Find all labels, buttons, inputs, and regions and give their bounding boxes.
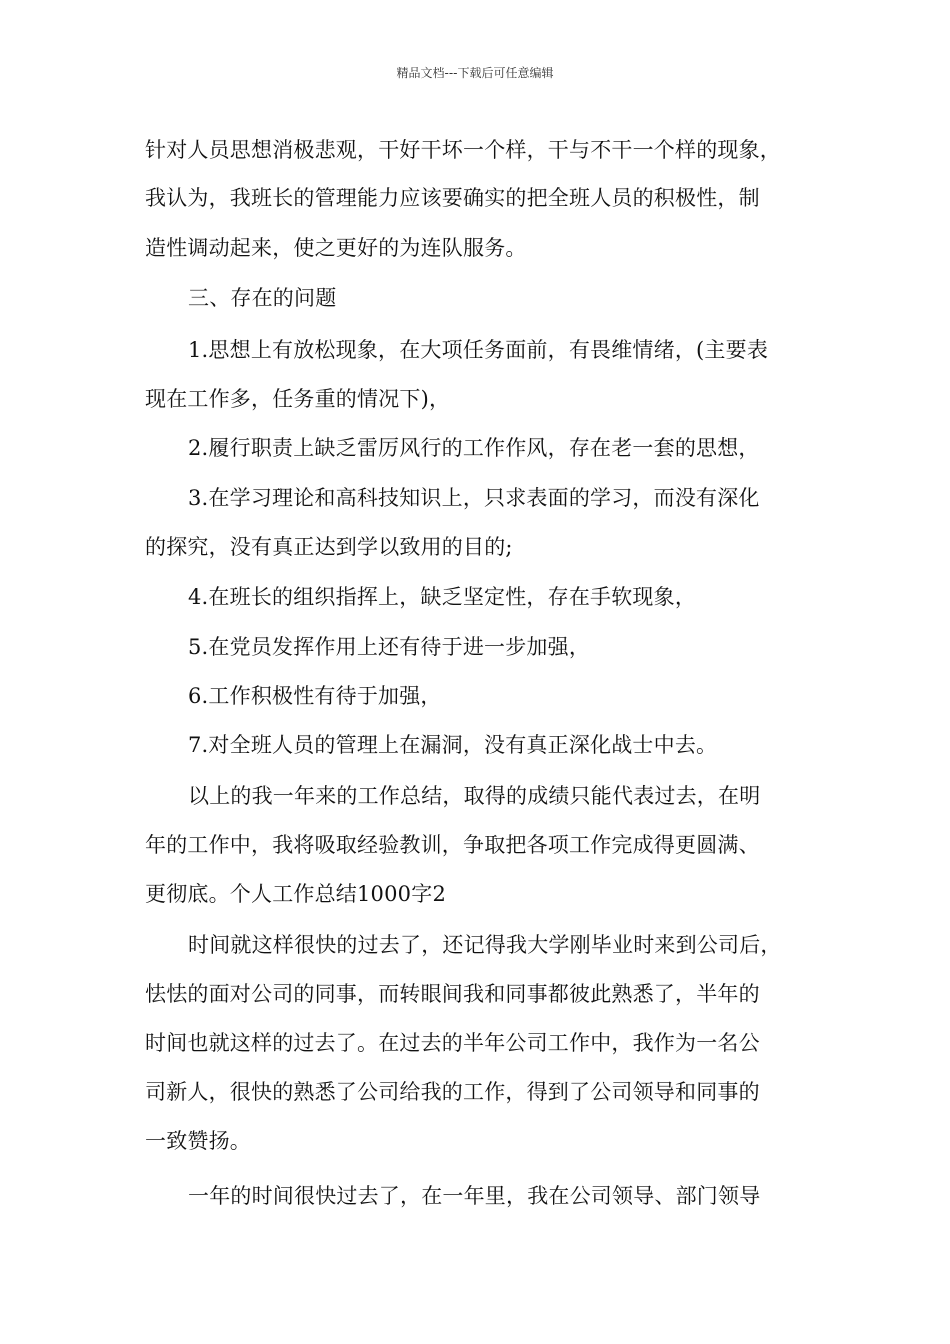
list-item: 1.思想上有放松现象，在大项任务面前，有畏维情绪，(主要表 (188, 338, 769, 362)
text-line: 造性调动起来，使之更好的为连队服务。 (145, 236, 527, 260)
list-item: 2.履行职责上缺乏雷厉风行的工作作风，存在老一套的思想， (188, 436, 760, 460)
text-line: 现在工作多，任务重的情况下)， (145, 387, 451, 411)
list-item: 3.在学习理论和高科技知识上，只求表面的学习，而没有深化 (188, 486, 760, 510)
list-item: 6.工作积极性有待于加强， (188, 684, 442, 708)
list-item: 4.在班长的组织指挥上，缺乏坚定性，存在手软现象， (188, 585, 697, 609)
text-line: 我认为，我班长的管理能力应该要确实的把全班人员的积极性，制 (145, 186, 760, 210)
list-item: 5.在党员发挥作用上还有待于进一步加强， (188, 635, 591, 659)
text-line: 时间就这样很快的过去了，还记得我大学刚毕业时来到公司后， (188, 933, 782, 957)
list-item: 7.对全班人员的管理上在漏洞，没有真正深化战士中去。 (188, 733, 718, 757)
text-line: 的探究，没有真正达到学以致用的目的; (145, 535, 513, 559)
text-line: 针对人员思想消极悲观，干好干坏一个样，干与不干一个样的现象， (145, 138, 781, 162)
text-line: 年的工作中，我将吸取经验教训，争取把各项工作完成得更圆满、 (145, 833, 760, 857)
text-line: 更彻底。个人工作总结1000字2 (145, 882, 447, 906)
text-line: 时间也就这样的过去了。在过去的半年公司工作中，我作为一名公 (145, 1031, 760, 1055)
page-header: 精品文档---下载后可任意编辑 (396, 66, 554, 80)
text-line: 一年的时间很快过去了，在一年里，我在公司领导、部门领导 (188, 1184, 761, 1208)
text-line: 以上的我一年来的工作总结，取得的成绩只能代表过去，在明 (188, 784, 761, 808)
text-line: 怯怯的面对公司的同事，而转眼间我和同事都彼此熟悉了，半年的 (145, 982, 760, 1006)
section-heading: 三、存在的问题 (188, 286, 337, 310)
text-line: 司新人，很快的熟悉了公司给我的工作，得到了公司领导和同事的 (145, 1080, 760, 1104)
text-line: 一致赞扬。 (145, 1129, 251, 1153)
